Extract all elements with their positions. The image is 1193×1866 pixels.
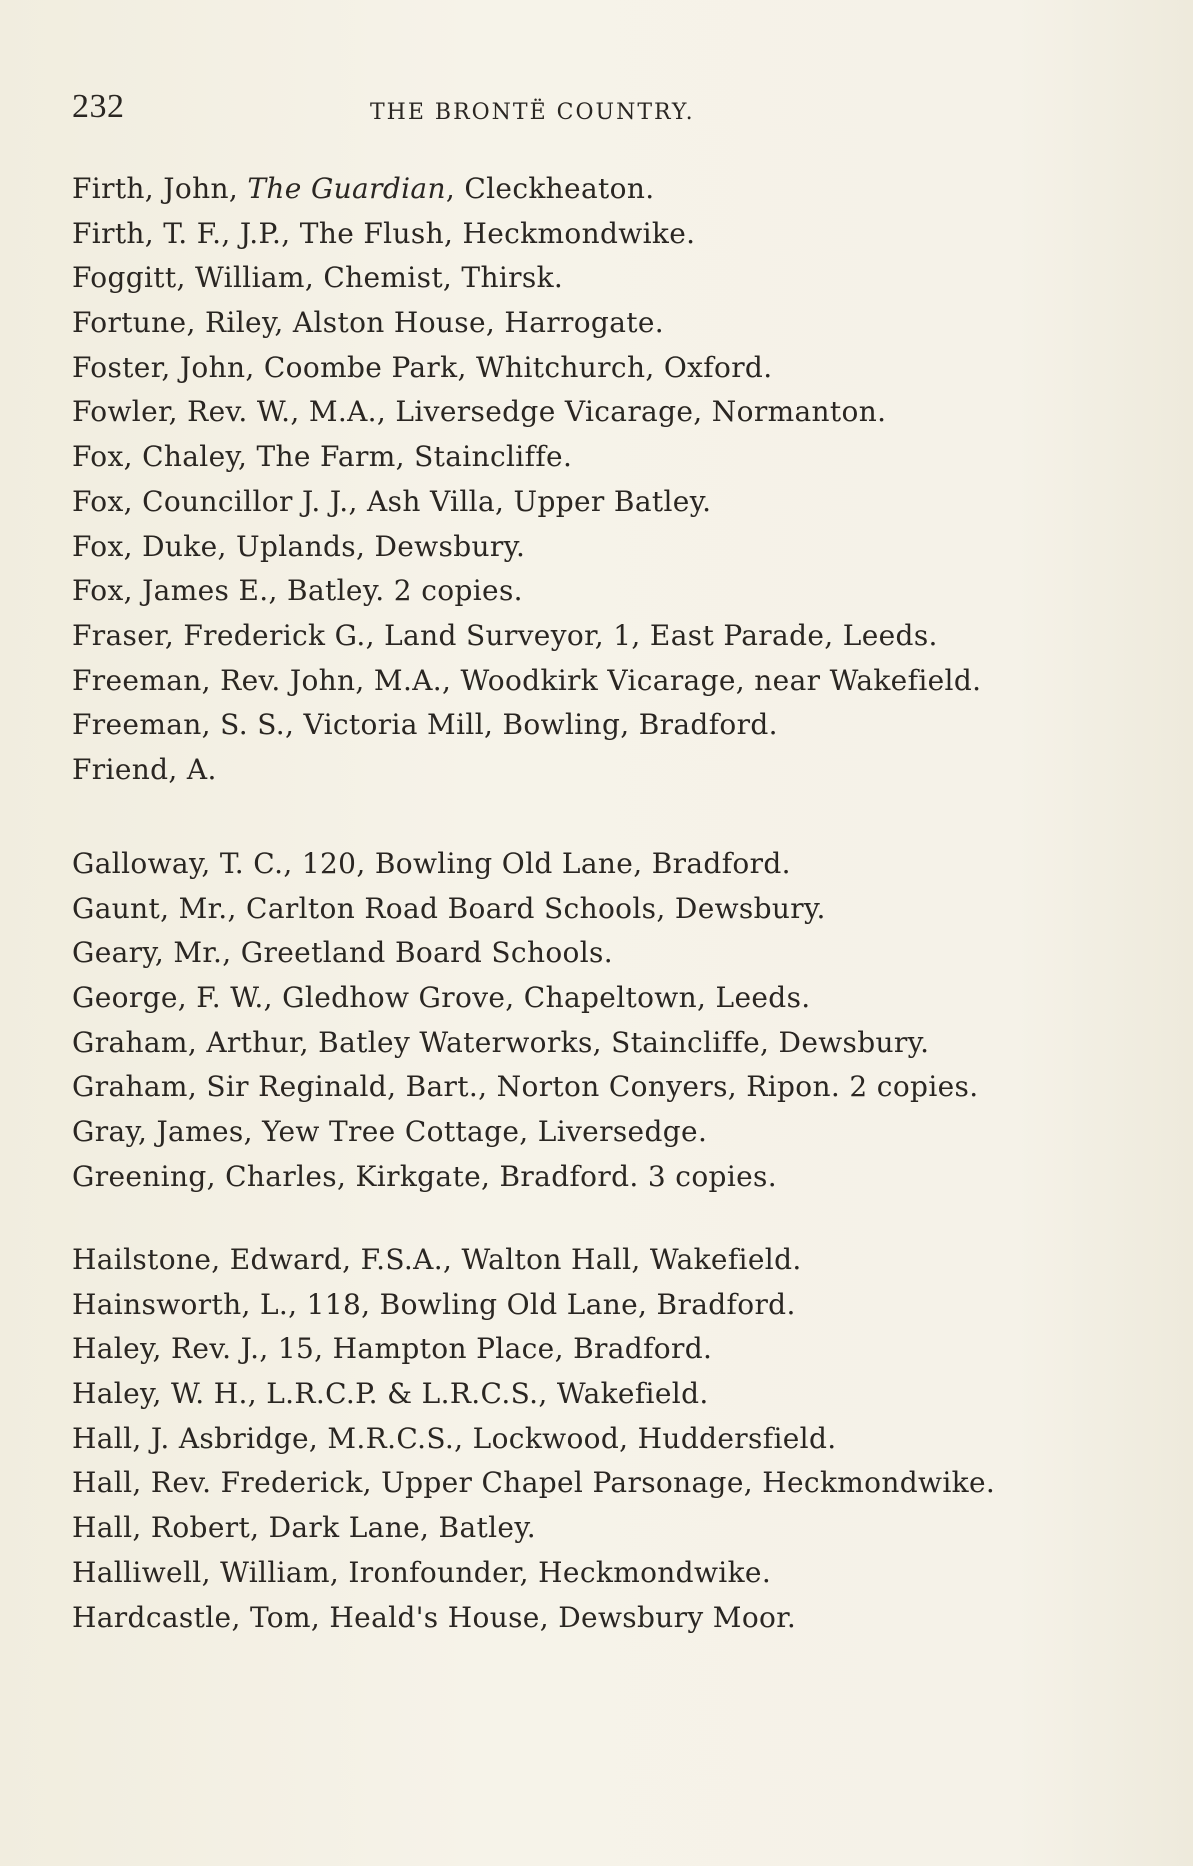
list-item: Fox, Duke, Uplands, Dewsbury. bbox=[72, 529, 526, 563]
list-item: Friend, A. bbox=[72, 752, 217, 786]
list-item: Hall, Robert, Dark Lane, Batley. bbox=[72, 1511, 537, 1545]
subscriber-list-g bbox=[72, 842, 1132, 1200]
list-item: Haley, Rev. J., 15, Hampton Place, Bradford. bbox=[72, 1332, 713, 1366]
list-item: Fox, Chaley, The Farm, Staincliffe. bbox=[72, 440, 573, 474]
list-item: Foggitt, William, Chemist, Thirsk. bbox=[72, 261, 564, 295]
list-item: Foster, John, Coombe Park, Whitchurch, Oxford. bbox=[72, 350, 773, 384]
list-item: Fox, James E., Batley. 2 copies. bbox=[72, 574, 523, 608]
list-item: Firth, John, The Guardian, Cleckheaton. bbox=[72, 172, 655, 205]
list-item: Galloway, T. C., 120, Bowling Old Lane, Bradford. bbox=[72, 847, 791, 880]
running-head: THE BRONTË COUNTRY. bbox=[370, 100, 695, 125]
list-item: Fortune, Riley, Alston House, Harrogate. bbox=[72, 306, 665, 340]
list-item: Gaunt, Mr., Carlton Road Board Schools, Dewsbury. bbox=[72, 891, 826, 925]
newspaper-title: The Guardian bbox=[247, 172, 446, 205]
list-item: Freeman, S. S., Victoria Mill, Bowling, Bradford. bbox=[72, 708, 778, 742]
subscriber-list-h bbox=[72, 1238, 1132, 1640]
list-item: Graham, Arthur, Batley Waterworks, Staincliffe, Dewsbury. bbox=[72, 1025, 930, 1059]
list-item: Hainsworth, L., 118, Bowling Old Lane, Bradford. bbox=[72, 1287, 796, 1321]
list-item: Gray, James, Yew Tree Cottage, Liversedge. bbox=[72, 1115, 708, 1149]
list-item: Haley, W. H., L.R.C.P. & L.R.C.S., Wakefield. bbox=[72, 1377, 709, 1411]
list-item: Halliwell, William, Ironfounder, Heckmondwike. bbox=[72, 1555, 772, 1589]
list-item: Graham, Sir Reginald, Bart., Norton Conyers, Ripon. 2 copies. bbox=[72, 1070, 979, 1104]
page-header bbox=[72, 88, 1072, 138]
list-item: Hardcastle, Tom, Heald's House, Dewsbury Moor. bbox=[72, 1600, 797, 1634]
list-item: Greening, Charles, Kirkgate, Bradford. 3 copies. bbox=[72, 1159, 778, 1193]
list-item: Freeman, Rev. John, M.A., Woodkirk Vicarage, near Wakefield. bbox=[72, 663, 982, 697]
list-item: Fox, Councillor J. J., Ash Villa, Upper Batley. bbox=[72, 484, 712, 518]
list-item: Hailstone, Edward, F.S.A., Walton Hall, Wakefield. bbox=[72, 1243, 802, 1276]
list-item: George, F. W., Gledhow Grove, Chapeltown, Leeds. bbox=[72, 981, 811, 1015]
list-item: Hall, Rev. Frederick, Upper Chapel Parsonage, Heckmondwike. bbox=[72, 1466, 996, 1500]
subscriber-list-f bbox=[72, 167, 1132, 793]
list-item: Firth, T. F., J.P., The Flush, Heckmondwike. bbox=[72, 216, 696, 250]
list-item: Fowler, Rev. W., M.A., Liversedge Vicarage, Normanton. bbox=[72, 395, 887, 429]
list-item: Geary, Mr., Greetland Board Schools. bbox=[72, 936, 614, 970]
list-item: Hall, J. Asbridge, M.R.C.S., Lockwood, Huddersfield. bbox=[72, 1421, 837, 1455]
list-item: Fraser, Frederick G., Land Surveyor, 1, East Parade, Leeds. bbox=[72, 618, 938, 652]
page-number: 232 bbox=[72, 88, 125, 125]
